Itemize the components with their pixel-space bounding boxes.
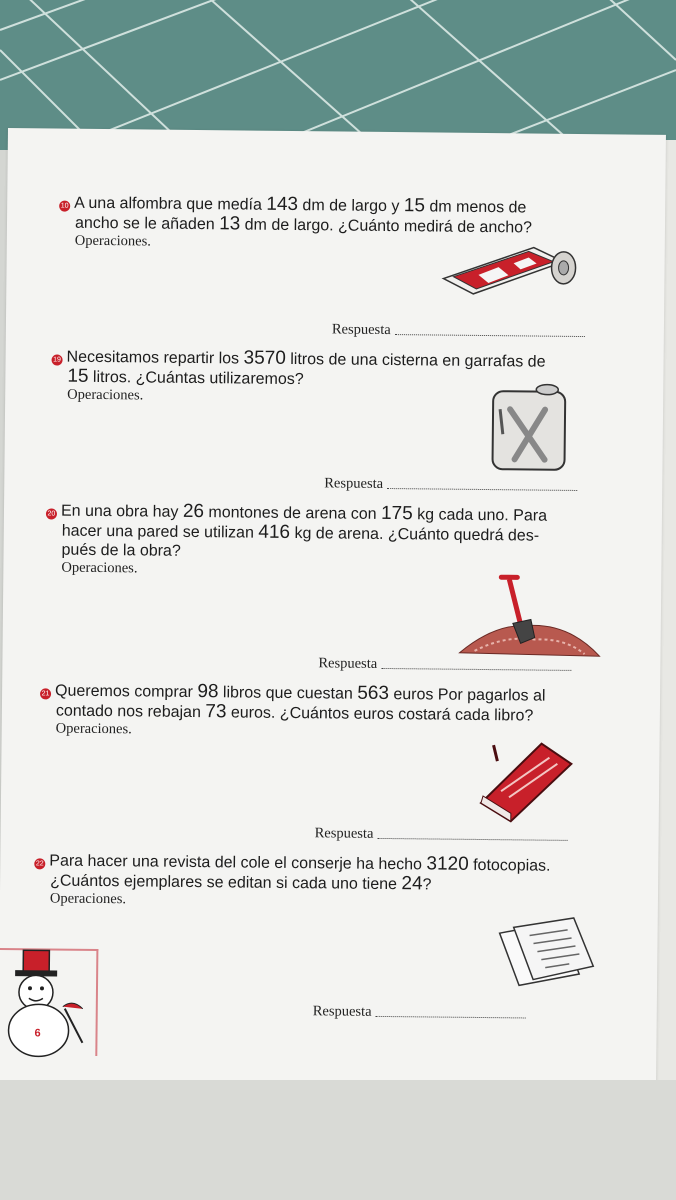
problem-number-badge: 20 bbox=[46, 508, 57, 519]
operations-label: Operaciones. bbox=[55, 720, 132, 738]
problem-5-line-2: ¿Cuántos ejemplares se editan si cada uno tiene 24? bbox=[50, 872, 432, 895]
rolled-carpet-icon bbox=[438, 239, 579, 300]
snowman-icon bbox=[0, 948, 95, 1059]
operations-label: Operaciones. bbox=[67, 386, 144, 404]
problem-3 bbox=[45, 500, 606, 582]
mascot-badge-number: 6 bbox=[34, 1027, 41, 1040]
answer-line-1[interactable]: Respuesta bbox=[332, 321, 585, 341]
problem-number-badge: 22 bbox=[34, 858, 45, 869]
answer-line-3[interactable]: Respuesta bbox=[318, 655, 571, 675]
book-icon bbox=[471, 733, 582, 824]
problem-1-line-2: ancho se le añaden 13 dm de largo. ¿Cuánto medirá de ancho? bbox=[74, 213, 533, 237]
answer-line-5[interactable]: Respuesta bbox=[313, 1003, 526, 1022]
problem-3-line-3: pués de la obra? bbox=[61, 541, 181, 560]
operations-label: Operaciones. bbox=[61, 559, 138, 577]
worksheet-page bbox=[0, 128, 666, 1090]
operations-label: Operaciones. bbox=[74, 232, 151, 250]
operations-label: Operaciones. bbox=[49, 890, 127, 908]
problem-2-line-1: 19 Necesitamos repartir los 3570 litros de una cisterna en garrafas de bbox=[53, 347, 546, 371]
problem-5-line-1: 22 Para hacer una revista del cole el conserje ha hecho 3120 fotocopias. bbox=[35, 852, 551, 875]
shovel-sand-icon bbox=[454, 573, 605, 665]
answer-line-4[interactable]: Respuesta bbox=[315, 825, 568, 845]
problem-2-line-2: 15 litros. ¿Cuántas utilizaremos? bbox=[67, 365, 304, 389]
problem-1-line-1: 10 A una alfombra que medía 143 dm de largo y 15 dm menos de bbox=[60, 193, 527, 217]
tile-pattern-icon bbox=[0, 0, 676, 150]
papers-icon bbox=[489, 913, 600, 994]
problem-5 bbox=[34, 850, 595, 913]
problem-number-badge: 10 bbox=[59, 201, 70, 212]
tiled-wall-background bbox=[0, 0, 676, 150]
table-surface bbox=[0, 1080, 676, 1200]
water-jug-icon bbox=[484, 379, 575, 475]
answer-line-2[interactable]: Respuesta bbox=[324, 475, 577, 495]
problem-3-line-1: 20 En una obra hay 26 montones de arena con 175 kg cada uno. Para bbox=[47, 500, 548, 525]
problem-number-badge: 19 bbox=[52, 354, 63, 365]
problem-3-line-2: hacer una pared se utilizan 416 kg de arena. ¿Cuánto quedrá des- bbox=[61, 521, 540, 545]
problem-number-badge: 21 bbox=[40, 688, 51, 699]
problem-4-line-1: 21 Queremos comprar 98 libros que cuestan 563 euros Por pagarlos al bbox=[41, 681, 546, 705]
problem-4-line-2: contado nos rebajan 73 euros. ¿Cuántos euros costará cada libro? bbox=[55, 701, 534, 725]
